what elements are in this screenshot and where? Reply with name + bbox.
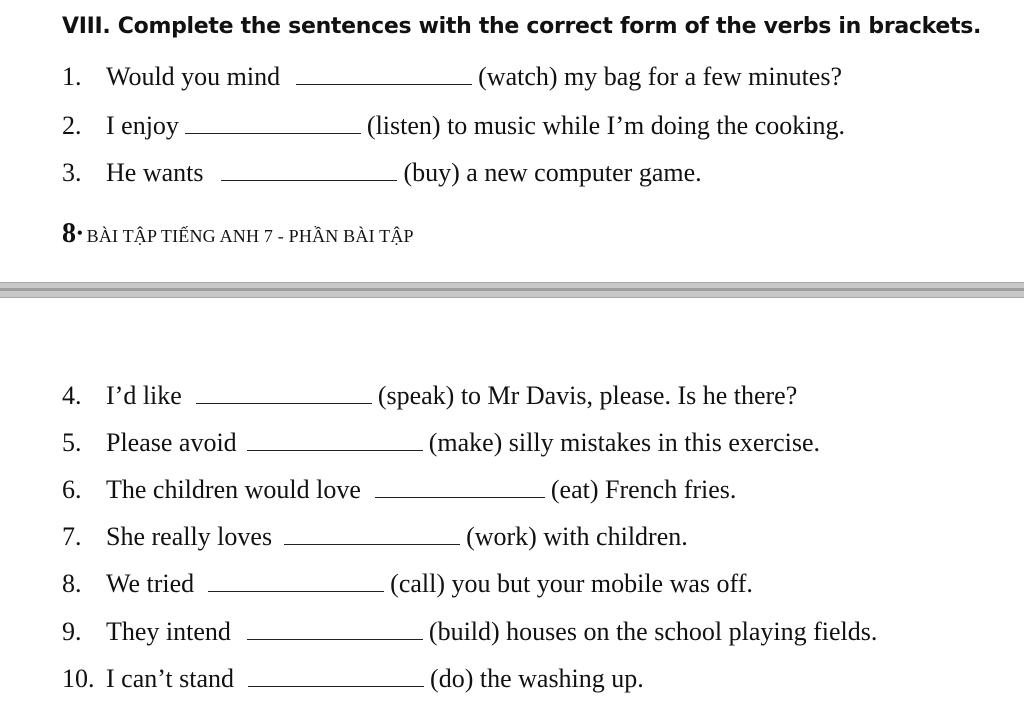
answer-blank[interactable]	[247, 619, 423, 640]
item-text-after: (eat) French fries.	[550, 475, 737, 504]
page-footer	[62, 218, 414, 250]
item-text-before: Would you mind	[106, 62, 281, 91]
item-number: 4.	[62, 381, 82, 410]
item-number: 2.	[62, 111, 82, 140]
exercise-item-9	[62, 617, 877, 647]
item-text-after: (do) the washing up.	[430, 664, 644, 693]
exercise-item-2	[62, 111, 845, 141]
bullet-dot-icon: •	[77, 225, 83, 242]
exercise-item-4	[62, 381, 797, 411]
exercise-heading: VIII. Complete the sentences with the correct form of the verbs in brackets.	[62, 14, 982, 39]
item-text-before: He wants	[106, 158, 204, 187]
book-title: BÀI TẬP TIẾNG ANH 7 - PHẦN BÀI TẬP	[86, 226, 414, 246]
item-number: 1.	[62, 62, 82, 91]
item-text-before: I can’t stand	[106, 664, 235, 693]
answer-blank[interactable]	[248, 666, 424, 687]
item-text-before: I’d like	[106, 381, 182, 410]
exercise-item-3	[62, 158, 702, 188]
item-number: 7.	[62, 522, 82, 551]
item-text-after: (watch) my bag for a few minutes?	[478, 62, 843, 91]
item-text-after: (build) houses on the school playing fields.	[428, 617, 878, 646]
item-text-after: (make) silly mistakes in this exercise.	[428, 428, 821, 457]
answer-blank[interactable]	[284, 524, 460, 545]
answer-blank[interactable]	[247, 430, 423, 451]
exercise-item-6	[62, 475, 736, 505]
item-text-after: (buy) a new computer game.	[403, 158, 702, 187]
item-text-after: (speak) to Mr Davis, please. Is he there?	[377, 381, 798, 410]
item-number: 5.	[62, 428, 82, 457]
answer-blank[interactable]	[185, 113, 361, 134]
exercise-item-8	[62, 569, 753, 599]
item-text-after: (listen) to music while I’m doing the cooking.	[366, 111, 845, 140]
item-text-before: They intend	[106, 617, 231, 646]
item-number: 3.	[62, 158, 82, 187]
answer-blank[interactable]	[375, 477, 545, 498]
answer-blank[interactable]	[208, 571, 384, 592]
exercise-item-10	[62, 664, 644, 694]
answer-blank[interactable]	[196, 383, 372, 404]
item-text-before: We tried	[106, 569, 195, 598]
item-number: 9.	[62, 617, 82, 646]
page-number: 8	[62, 218, 76, 249]
item-text-after: (work) with children.	[466, 522, 688, 551]
answer-blank[interactable]	[296, 64, 472, 85]
exercise-item-1	[62, 62, 842, 92]
divider-line	[0, 288, 1024, 291]
exercise-item-7	[62, 522, 688, 552]
item-text-after: (call) you but your mobile was off.	[390, 569, 753, 598]
item-text-before: Please avoid	[106, 428, 237, 457]
item-number: 8.	[62, 569, 82, 598]
item-text-before: The children would love	[106, 475, 361, 504]
page-break-divider	[0, 282, 1024, 298]
item-number: 6.	[62, 475, 82, 504]
item-text-before: I enjoy	[106, 111, 179, 140]
item-number: 10.	[62, 664, 95, 693]
item-text-before: She really loves	[106, 522, 273, 551]
exercise-item-5	[62, 428, 820, 458]
answer-blank[interactable]	[221, 160, 397, 181]
